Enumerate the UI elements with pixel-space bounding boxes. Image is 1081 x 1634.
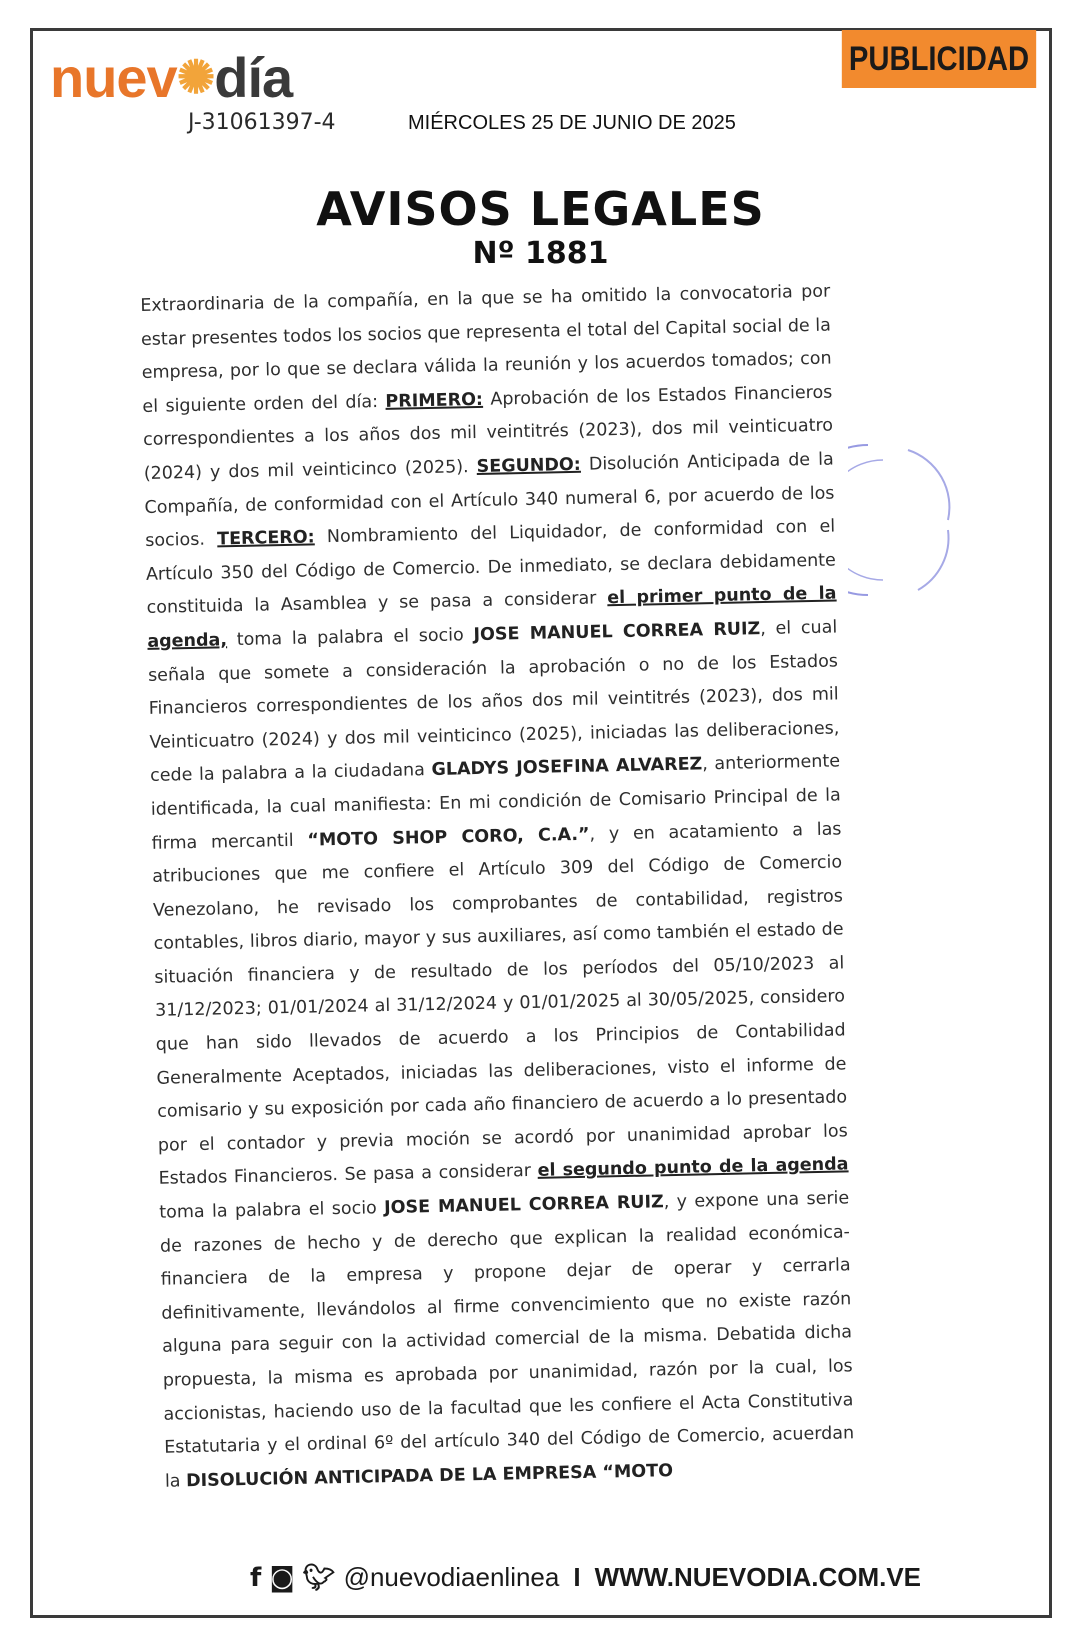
facebook-icon[interactable]: f [250, 1562, 262, 1593]
item-segundo: SEGUNDO: [476, 454, 582, 477]
newspaper-logo: nuev✺día [50, 46, 293, 109]
partner-name: JOSE MANUEL CORREA RUIZ [473, 619, 761, 646]
dissolution-statement: DISOLUCIÓN ANTICIPADA DE LA EMPRESA “MOTO [185, 1460, 674, 1492]
legal-notice-body: Extraordinaria de la compañía, en la que se ha omitido la convocatoria por estar presentes todos los socios que representa el total del Capital social de la empresa, por lo que se declara válida la reunión y los acuerdos tomados; con el siguiente orden del día: PRIMERO: Aprobación de los Estados Financieros correspondientes a los años dos mil veintitrés (2023), dos mil veinticuatro (2024) y dos mil veinticinco (2025). SEGUNDO: Disolución Anticipada de la Compañía, de conformidad con el Artículo 340 numeral 6, por acuerdo de los socios. TERCERO: Nombramiento del Liquidador, de conformidad con el Artículo 350 del Código de Comercio. De inmediato, se declara debidamente constituida la Asamblea y se pasa a considerar el primer punto de la agenda, toma la palabra el socio JOSE MANUEL CORREA RUIZ, el cual señala que somete a consideración la aprobación o no de los Estados Financieros correspondientes de los años dos mil veintitrés (2023), dos mil Veinticuatro (2024) y dos mil veinticinco (2025), iniciadas las deliberaciones, cede la palabra a la ciudadana GLADYS JOSEFINA ALVAREZ, anteriormente identificada, la cual manifiesta: En mi condición de Comisario Principal de la firma mercantil “MOTO SHOP CORO, C.A.”, y en acatamiento a las atribuciones que me confiere el Artículo 309 del Código de Comercio Venezolano, he revisado los comprobantes de contabilidad, registros contables, libros diario, mayor y sus auxiliares, así como también el estado de situación financiera y de resultado de los períodos del 05/10/2023 al 31/12/2023; 01/01/2024 al 31/12/2024 y 01/01/2025 al 30/05/2025, considero que han sido llevados de acuerdo a los Principios de Contabilidad Generalmente Aceptados, iniciadas las deliberaciones, visto el informe de comisario y su exposición por cada año financiero de acuerdo a lo presentado por el contador y previa moción se acordó por unanimidad aprobar los Estados Financieros. Se pasa a considerar el segundo punto de la agenda toma la palabra el socio JOSE MANUEL CORREA RUIZ, y expone una serie de razones de hecho y de derecho que explican la realidad económica-financiera de la empresa y propone dejar de operar y cerrarla definitivamente, llevándolos al firme convencimiento que no existe razón alguna para seguir con la actividad comercial de la misma. Debatida dicha propuesta, la misma es aprobada por unanimidad, razón por la cual, los accionistas, haciendo uso de la facultad que les confiere el Acta Constitutiva Estatutaria y el ordinal 6º del artículo 340 del Código de Comercio, acuerdan la DISOLUCIÓN ANTICIPADA DE LA EMPRESA “MOTO [140, 281, 855, 1492]
second-agenda-point: el segundo punto de la agenda [537, 1154, 849, 1182]
footer-separator: I [573, 1562, 581, 1592]
page-title: AVISOS LEGALES [316, 182, 765, 236]
item-tercero: TERCERO: [216, 527, 315, 550]
issue-number: Nº 1881 [472, 236, 609, 271]
publicidad-badge: PUBLICIDAD [842, 30, 1036, 88]
item-primero: PRIMERO: [385, 389, 484, 412]
commissioner-name: GLADYS JOSEFINA ALVAREZ [431, 754, 703, 781]
social-handle[interactable]: @nuevodiaenlinea [343, 1562, 560, 1592]
company-name: “MOTO SHOP CORO, C.A.” [307, 824, 590, 851]
website-link[interactable]: WWW.NUEVODIA.COM.VE [594, 1562, 922, 1592]
partner-name: JOSE MANUEL CORREA RUIZ [383, 1192, 664, 1219]
first-agenda-point: el primer punto de la agenda, [147, 583, 837, 652]
instagram-icon[interactable]: ◙ [269, 1562, 295, 1593]
sun-icon: ✺ [176, 51, 215, 103]
publication-date: MIÉRCOLES 25 DE JUNIO DE 2025 [408, 112, 736, 134]
footer-bar [250, 1562, 921, 1593]
rif-number: J-31061397-4 [188, 110, 336, 135]
official-stamp [848, 440, 958, 600]
twitter-icon[interactable]: 🐦︎ [302, 1562, 336, 1593]
